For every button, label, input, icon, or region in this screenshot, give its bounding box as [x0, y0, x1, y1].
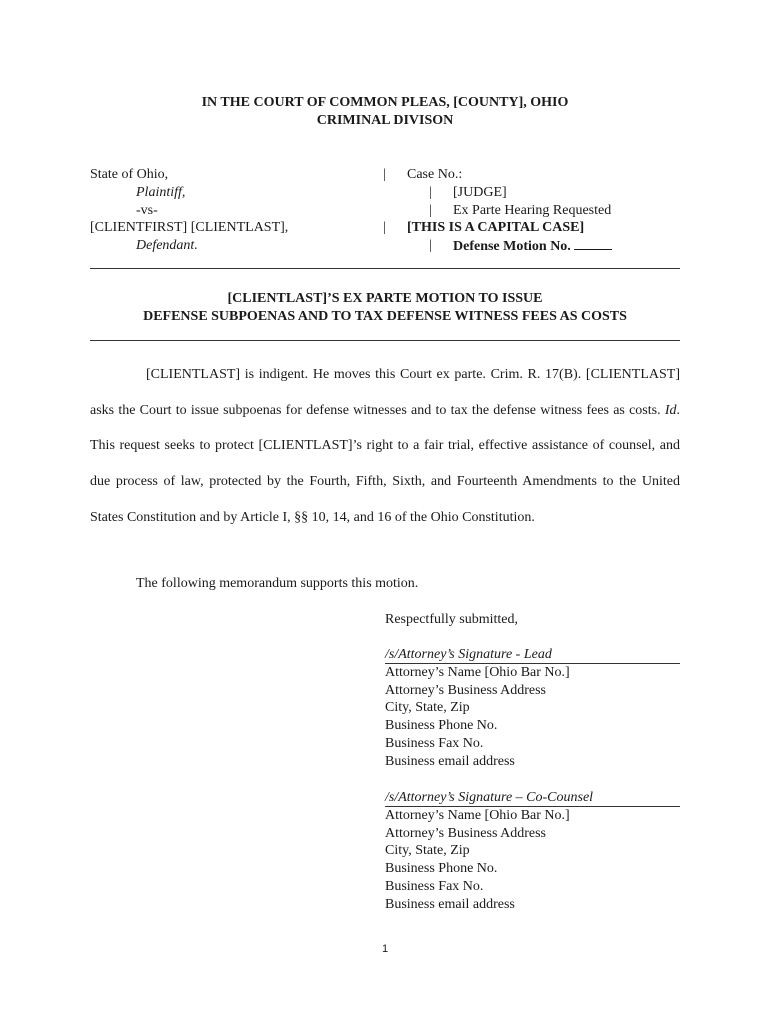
caption-defendant-name: [CLIENTFIRST] [CLIENTLAST], — [90, 220, 289, 236]
court-name: IN THE COURT OF COMMON PLEAS, [COUNTY], OHIO — [201, 95, 569, 110]
motion-body — [90, 357, 680, 536]
lead-signature: /s/Attorney’s Signature - Lead — [385, 647, 552, 662]
caption-divider: | — [429, 184, 432, 200]
cocounsel-signature: /s/Attorney’s Signature – Co-Counsel — [385, 790, 594, 805]
lead-attorney-city: City, State, Zip — [385, 700, 470, 716]
hearing-request: Ex Parte Hearing Requested — [453, 202, 612, 218]
caption-plaintiff-role: Plaintiff, — [136, 184, 186, 200]
body-paragraph — [90, 357, 680, 536]
caption-row — [90, 237, 680, 255]
capital-case-notice: [THIS IS A CAPITAL CASE] — [407, 220, 585, 236]
judge-label: [JUDGE] — [453, 184, 507, 200]
lead-attorney-fax: Business Fax No. — [385, 735, 484, 751]
caption-divider: | — [429, 238, 432, 254]
caption-rule — [90, 268, 680, 269]
cocounsel-signature-block — [385, 789, 680, 914]
cocounsel-attorney-name: Attorney’s Name [Ohio Bar No.] — [385, 807, 570, 823]
caption-party: State of Ohio, — [90, 167, 169, 182]
citation-id: Id — [664, 402, 677, 418]
caption-row — [90, 166, 680, 184]
lead-attorney-address: Attorney’s Business Address — [385, 682, 546, 698]
memorandum-note: The following memorandum supports this motion. — [136, 576, 419, 591]
caption-divider: | — [383, 167, 386, 182]
closing-line: Respectfully submitted, — [385, 612, 518, 627]
motion-title-line1: [CLIENTLAST]’S EX PARTE MOTION TO ISSUE — [227, 291, 543, 306]
title-rule — [90, 340, 680, 341]
cocounsel-signature-line — [385, 789, 680, 807]
cocounsel-attorney-email: Business email address — [385, 896, 515, 912]
lead-attorney-email: Business email address — [385, 753, 515, 769]
motion-number-label: Defense Motion No. — [453, 239, 571, 255]
motion-number-blank — [574, 237, 612, 250]
motion-number-field — [453, 237, 680, 255]
body-text-part2: . This request seeks to protect [CLIENTLAST]’s right to a fair trial, effective assistance of counsel, and due process of law, protected by the Fourth, Fifth, Sixth, and Fourteenth Amendments to the United States Constitution and by Article I, §§ 10, 14, and 16 of the Ohio Constitution. — [90, 402, 680, 525]
cocounsel-attorney-phone: Business Phone No. — [385, 861, 498, 877]
caption-divider: | — [429, 202, 432, 218]
motion-title-line2: DEFENSE SUBPOENAS AND TO TAX DEFENSE WITNESS FEES AS COSTS — [143, 308, 627, 324]
cocounsel-attorney-city: City, State, Zip — [385, 843, 470, 859]
court-division: CRIMINAL DIVISON — [316, 112, 454, 128]
motion-title — [0, 290, 770, 325]
body-text-part1: [CLIENTLAST] is indigent. He moves this Court ex parte. Crim. R. 17(B). [CLIENTLAST] asks the Court to issue subpoenas for defense witnesses and to tax the defense witness fees as costs. — [90, 367, 680, 418]
caption-defendant-role: Defendant. — [136, 238, 198, 254]
lead-signature-block — [385, 646, 680, 771]
caption-versus: -vs- — [136, 202, 158, 218]
caption-row — [90, 202, 680, 220]
case-caption — [90, 166, 680, 255]
lead-signature-line — [385, 646, 680, 664]
cocounsel-attorney-fax: Business Fax No. — [385, 878, 484, 894]
caption-divider: | — [383, 220, 386, 236]
lead-attorney-name: Attorney’s Name [Ohio Bar No.] — [385, 664, 570, 680]
court-heading — [0, 94, 770, 129]
page-number: 1 — [381, 943, 389, 955]
cocounsel-attorney-address: Attorney’s Business Address — [385, 825, 546, 841]
caption-row — [90, 219, 680, 237]
case-number-label: Case No.: — [407, 167, 463, 182]
caption-row — [90, 184, 680, 202]
lead-attorney-phone: Business Phone No. — [385, 718, 498, 734]
